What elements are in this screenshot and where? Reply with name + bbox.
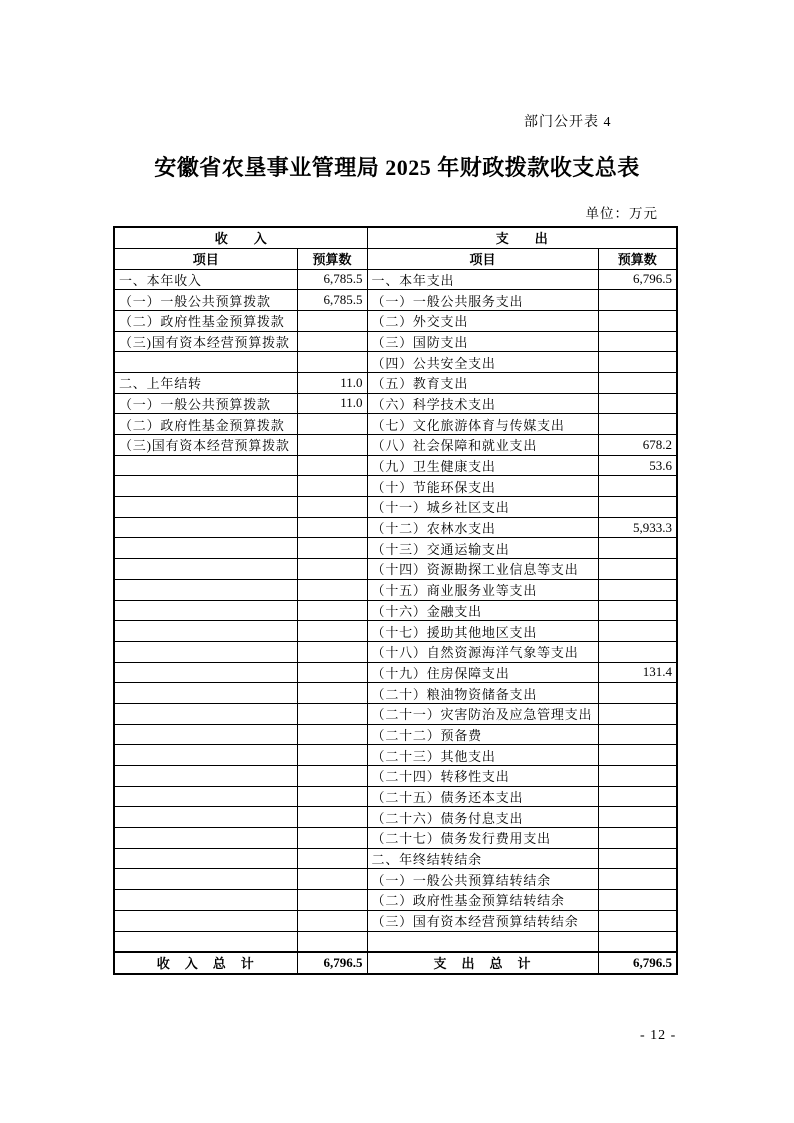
expense-item-cell: （三）国有资本经营预算结转结余 <box>367 910 598 931</box>
income-budget-cell <box>297 703 367 724</box>
table-row <box>114 331 677 352</box>
section-header-row <box>114 227 677 248</box>
table-row <box>114 786 677 807</box>
expense-item-cell: （十二）农林水支出 <box>367 517 598 538</box>
expense-budget-cell <box>598 910 677 931</box>
table-row <box>114 621 677 642</box>
table-row <box>114 807 677 828</box>
income-item-cell <box>114 828 297 849</box>
income-item-cell <box>114 703 297 724</box>
total-row <box>114 952 677 974</box>
page-number: - 12 - <box>640 1028 677 1043</box>
expense-item-cell: （二十七）债务发行费用支出 <box>367 828 598 849</box>
income-budget-cell <box>297 641 367 662</box>
income-budget-cell <box>297 807 367 828</box>
table-row <box>114 372 677 393</box>
expense-item-cell: （十）节能环保支出 <box>367 476 598 497</box>
table-row <box>114 455 677 476</box>
table-row <box>114 517 677 538</box>
income-budget-cell: 6,785.5 <box>297 269 367 290</box>
income-item-cell <box>114 600 297 621</box>
expense-budget-cell <box>598 807 677 828</box>
income-item-cell <box>114 517 297 538</box>
income-budget-cell <box>297 600 367 621</box>
income-item-cell <box>114 848 297 869</box>
expense-item-cell: （十一）城乡社区支出 <box>367 497 598 518</box>
expense-budget-cell <box>598 621 677 642</box>
expense-budget-cell <box>598 848 677 869</box>
table-row <box>114 559 677 580</box>
income-item-cell <box>114 621 297 642</box>
table-row <box>114 910 677 931</box>
expense-budget-cell: 678.2 <box>598 435 677 456</box>
budget-table <box>113 226 678 975</box>
expense-item-cell <box>367 931 598 952</box>
table-row <box>114 310 677 331</box>
expense-budget-cell <box>598 559 677 580</box>
income-item-cell <box>114 559 297 580</box>
income-item-cell <box>114 455 297 476</box>
expense-budget-cell <box>598 745 677 766</box>
expense-budget-cell: 5,933.3 <box>598 517 677 538</box>
income-item-cell <box>114 869 297 890</box>
income-item-cell <box>114 786 297 807</box>
table-row <box>114 766 677 787</box>
income-item-cell <box>114 766 297 787</box>
income-budget-column-header: 预算数 <box>297 248 367 269</box>
table-row <box>114 869 677 890</box>
expense-item-cell: 二、年终结转结余 <box>367 848 598 869</box>
expense-budget-cell <box>598 724 677 745</box>
expense-budget-cell <box>598 372 677 393</box>
expense-total-value: 6,796.5 <box>598 952 677 974</box>
table-row <box>114 579 677 600</box>
expense-budget-cell <box>598 600 677 621</box>
table-row <box>114 497 677 518</box>
expense-budget-cell <box>598 890 677 911</box>
income-item-cell <box>114 538 297 559</box>
income-item-cell <box>114 931 297 952</box>
income-budget-cell <box>297 662 367 683</box>
expense-budget-cell <box>598 766 677 787</box>
table-row <box>114 600 677 621</box>
expense-budget-cell <box>598 786 677 807</box>
expense-budget-cell <box>598 931 677 952</box>
expense-budget-cell <box>598 476 677 497</box>
income-item-cell <box>114 497 297 518</box>
expense-budget-cell <box>598 869 677 890</box>
doc-public-table-label: 部门公开表 4 <box>524 115 612 130</box>
table-row <box>114 828 677 849</box>
income-item-cell <box>114 724 297 745</box>
table-row <box>114 538 677 559</box>
income-budget-cell <box>297 890 367 911</box>
expense-budget-cell <box>598 538 677 559</box>
expense-item-cell: （六）科学技术支出 <box>367 393 598 414</box>
income-budget-cell: 11.0 <box>297 372 367 393</box>
expense-budget-cell <box>598 290 677 311</box>
expense-item-cell: （二十六）债务付息支出 <box>367 807 598 828</box>
expense-item-cell: （八）社会保障和就业支出 <box>367 435 598 456</box>
income-budget-cell <box>297 745 367 766</box>
expense-item-cell: （二十三）其他支出 <box>367 745 598 766</box>
expense-item-cell: （十七）援助其他地区支出 <box>367 621 598 642</box>
income-budget-cell <box>297 766 367 787</box>
table-row <box>114 890 677 911</box>
income-section-header: 收 入 <box>114 227 367 248</box>
expense-item-cell: 一、本年支出 <box>367 269 598 290</box>
income-budget-cell <box>297 497 367 518</box>
expense-item-cell: （十八）自然资源海洋气象等支出 <box>367 641 598 662</box>
table-row <box>114 931 677 952</box>
income-budget-cell <box>297 310 367 331</box>
table-row <box>114 703 677 724</box>
income-budget-cell: 6,785.5 <box>297 290 367 311</box>
income-item-cell: 一、本年收入 <box>114 269 297 290</box>
expense-item-cell: （一）一般公共预算结转结余 <box>367 869 598 890</box>
expense-item-cell: （二十二）预备费 <box>367 724 598 745</box>
unit-label: 单位：万元 <box>585 206 658 221</box>
column-header-row <box>114 248 677 269</box>
income-budget-cell <box>297 786 367 807</box>
expense-total-label: 支 出 总 计 <box>367 952 598 974</box>
expense-budget-cell <box>598 641 677 662</box>
table-row <box>114 848 677 869</box>
table-row <box>114 269 677 290</box>
income-budget-cell <box>297 724 367 745</box>
expense-budget-cell <box>598 683 677 704</box>
table-row <box>114 724 677 745</box>
income-item-cell: （二）政府性基金预算拨款 <box>114 414 297 435</box>
income-budget-cell <box>297 455 367 476</box>
income-item-cell: （三)国有资本经营预算拨款 <box>114 435 297 456</box>
expense-budget-cell <box>598 703 677 724</box>
income-item-cell <box>114 476 297 497</box>
expense-budget-cell: 53.6 <box>598 455 677 476</box>
table-row <box>114 290 677 311</box>
expense-budget-cell: 6,796.5 <box>598 269 677 290</box>
table-row <box>114 641 677 662</box>
expense-item-cell: （二十四）转移性支出 <box>367 766 598 787</box>
table-row <box>114 414 677 435</box>
expense-item-column-header: 项目 <box>367 248 598 269</box>
income-total-label: 收 入 总 计 <box>114 952 297 974</box>
expense-budget-cell <box>598 352 677 373</box>
expense-item-cell: （二十）粮油物资储备支出 <box>367 683 598 704</box>
income-item-cell <box>114 910 297 931</box>
income-budget-cell <box>297 476 367 497</box>
income-budget-cell <box>297 621 367 642</box>
expense-item-cell: （三）国防支出 <box>367 331 598 352</box>
income-budget-cell <box>297 517 367 538</box>
income-item-cell <box>114 745 297 766</box>
income-budget-cell <box>297 848 367 869</box>
expense-item-cell: （二）外交支出 <box>367 310 598 331</box>
income-item-cell: （二）政府性基金预算拨款 <box>114 310 297 331</box>
expense-item-cell: （五）教育支出 <box>367 372 598 393</box>
expense-item-cell: （七）文化旅游体育与传媒支出 <box>367 414 598 435</box>
expense-item-cell: （二十五）债务还本支出 <box>367 786 598 807</box>
income-item-cell <box>114 641 297 662</box>
income-item-cell <box>114 662 297 683</box>
income-budget-cell <box>297 435 367 456</box>
income-budget-cell <box>297 352 367 373</box>
income-item-cell <box>114 579 297 600</box>
expense-budget-cell <box>598 393 677 414</box>
income-item-cell <box>114 890 297 911</box>
expense-budget-cell <box>598 414 677 435</box>
income-item-cell <box>114 352 297 373</box>
expense-budget-cell <box>598 310 677 331</box>
expense-budget-cell <box>598 579 677 600</box>
income-budget-cell <box>297 538 367 559</box>
expense-item-cell: （九）卫生健康支出 <box>367 455 598 476</box>
expense-item-cell: （二）政府性基金预算结转结余 <box>367 890 598 911</box>
expense-item-cell: （十五）商业服务业等支出 <box>367 579 598 600</box>
income-item-cell: （三)国有资本经营预算拨款 <box>114 331 297 352</box>
income-budget-cell <box>297 910 367 931</box>
income-budget-cell <box>297 414 367 435</box>
income-total-value: 6,796.5 <box>297 952 367 974</box>
expense-item-cell: （十四）资源勘探工业信息等支出 <box>367 559 598 580</box>
expense-item-cell: （四）公共安全支出 <box>367 352 598 373</box>
income-item-cell: （一）一般公共预算拨款 <box>114 393 297 414</box>
expense-section-header: 支 出 <box>367 227 677 248</box>
income-budget-cell <box>297 559 367 580</box>
expense-item-cell: （一）一般公共服务支出 <box>367 290 598 311</box>
expense-budget-cell <box>598 331 677 352</box>
expense-item-cell: （十九）住房保障支出 <box>367 662 598 683</box>
table-row <box>114 476 677 497</box>
income-budget-cell <box>297 828 367 849</box>
expense-budget-column-header: 预算数 <box>598 248 677 269</box>
table-row <box>114 745 677 766</box>
expense-item-cell: （十六）金融支出 <box>367 600 598 621</box>
income-budget-cell <box>297 579 367 600</box>
table-row <box>114 352 677 373</box>
income-budget-cell <box>297 331 367 352</box>
income-item-cell <box>114 683 297 704</box>
table-row <box>114 662 677 683</box>
income-item-cell: （一）一般公共预算拨款 <box>114 290 297 311</box>
expense-budget-cell: 131.4 <box>598 662 677 683</box>
income-budget-cell <box>297 931 367 952</box>
table-row <box>114 393 677 414</box>
expense-budget-cell <box>598 828 677 849</box>
income-item-cell <box>114 807 297 828</box>
table-row <box>114 683 677 704</box>
expense-item-cell: （二十一）灾害防治及应急管理支出 <box>367 703 598 724</box>
table-row <box>114 435 677 456</box>
income-budget-cell <box>297 869 367 890</box>
income-item-column-header: 项目 <box>114 248 297 269</box>
page-title: 安徽省农垦事业管理局 2025 年财政拨款收支总表 <box>154 155 640 180</box>
expense-item-cell: （十三）交通运输支出 <box>367 538 598 559</box>
expense-budget-cell <box>598 497 677 518</box>
income-item-cell: 二、上年结转 <box>114 372 297 393</box>
income-budget-cell: 11.0 <box>297 393 367 414</box>
income-budget-cell <box>297 683 367 704</box>
